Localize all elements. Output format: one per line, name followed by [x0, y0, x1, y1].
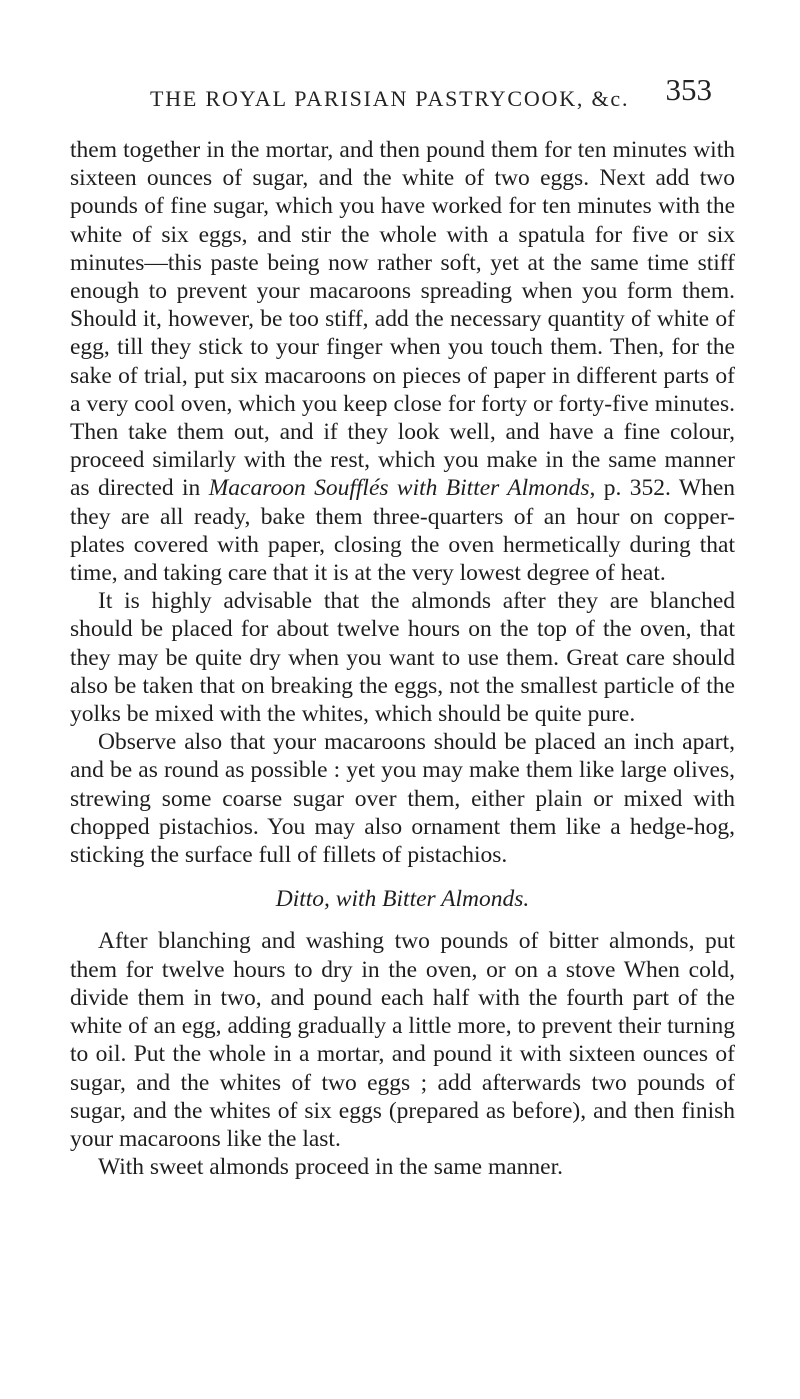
paragraph-text: , p. 352. When they are all ready, bake them three-quarters of an hour on copper-plates covered with paper, closing the oven hermetically during that time, and taking care that it is at the very lowest degree of heat. [70, 475, 736, 587]
page-number: 353 [665, 72, 712, 107]
paragraph-text: them together in the mortar, and then pound them for ten minutes with sixteen ounces of sugar, and the white of two eggs. Next add two pounds of fine sugar, which you have worked for ten minutes with the white of six eggs, and stir the whole with a spatula for five or six minutes—this paste being now rather soft, yet at the same time stiff enough to prevent your macaroons spreading when you form them. Should it, however, be too stiff, add the necessary quantity of white of egg, till they stick to your finger when you touch them. Then, for the sake of trial, put six macaroons on pieces of paper in different parts of a very cool oven, which you keep close for forty or forty-five minutes. Then take them out, and if they look well, and have a fine colour, proceed similarly with the rest, which you make in the same manner as directed in [70, 137, 735, 502]
paragraph: After blanching and washing two pounds of bitter almonds, put them for twelve hours to dry in the oven, or on a stove When cold, divide them in two, and pound each half with the fourth part of the white of an egg, adding gradually a little more, to prevent their turning to oil. Put the whole in a mortar, and pound it with sixteen ounces of sugar, and the whites of two eggs ; add afterwards two pounds of sugar, and the whites of six eggs (prepared as before), and then finish your macaroons like the last. [70, 928, 735, 1152]
paragraph: It is highly advisable that the almonds after they are blanched should be placed for about twelve hours on the top of the oven, that they may be quite dry when you want to use them. Great care should also be taken that on breaking the eggs, not the smallest particle of the yolks be mixed with the whites, which should be quite pure. [70, 588, 735, 728]
body-text [70, 136, 735, 1181]
paragraph-continued [70, 136, 735, 587]
paragraph: With sweet almonds proceed in the same manner. [98, 1154, 563, 1181]
cross-reference-title: Macaroon Soufflés with Bitter Almonds [208, 475, 590, 502]
running-head: THE ROYAL PARISIAN PASTRYCOOK, &c. [150, 86, 630, 111]
section-heading: Ditto, with Bitter Almonds. [275, 886, 530, 913]
paragraph: Observe also that your macaroons should be placed an inch apart, and be as round as possible : yet you may make them like large olives, strewing some coarse sugar over them, either plain or mixed with chopped pistachios. You may also ornament them like a hedge-hog, sticking the surface full of fillets of pistachios. [70, 729, 735, 869]
